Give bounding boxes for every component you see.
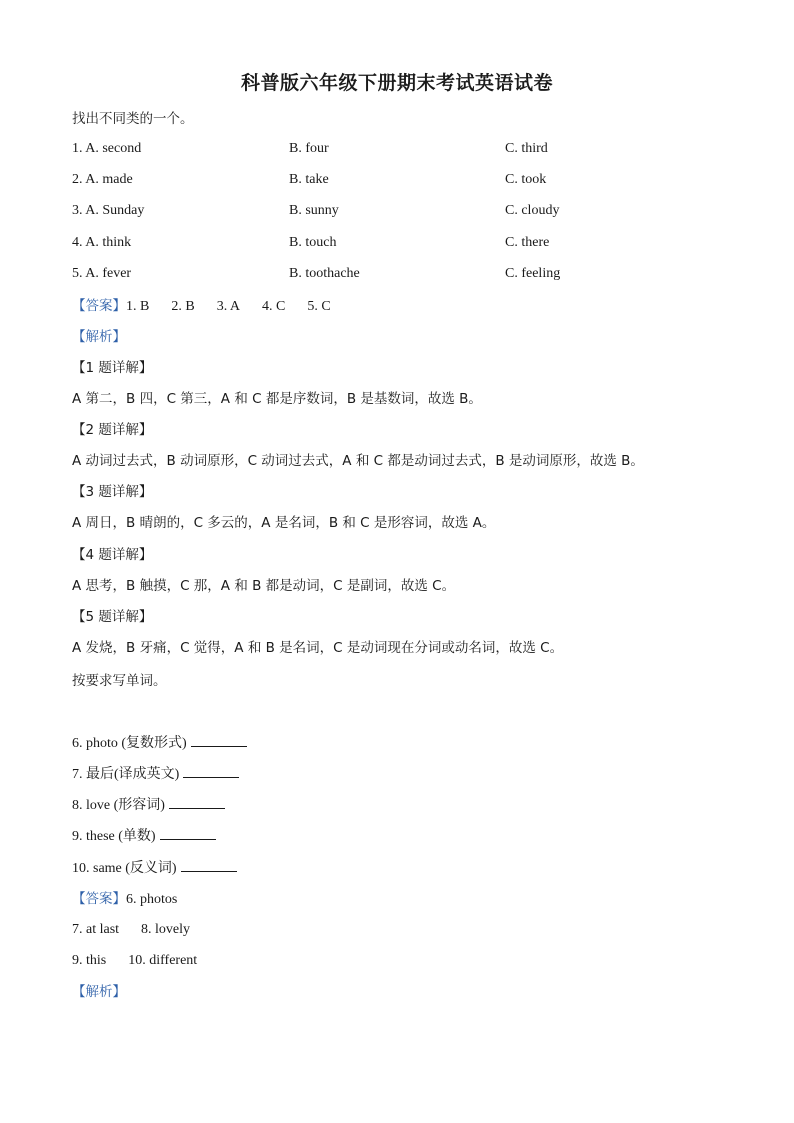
question-option-b: B. take [289, 172, 329, 187]
fill-question [72, 765, 239, 784]
question-option-c: C. there [505, 235, 550, 250]
fill-question-text: 9. these (单数) [72, 829, 156, 844]
answer-item: 2. B [171, 299, 195, 314]
question-option-b: B. touch [289, 235, 337, 250]
detail-text: A 发烧，B 牙痛，C 觉得，A 和 B 是名词，C 是动词现在分词或动名词，故选 C。 [72, 640, 564, 656]
answer-item: 1. B [126, 299, 150, 314]
question-option-a: 1. A. second [72, 141, 142, 156]
detail-heading: 【3 题详解】 [72, 484, 153, 500]
detail-heading: 【5 题详解】 [72, 609, 153, 625]
question-option-b: B. four [289, 141, 329, 156]
detail-text: A 思考，B 触摸，C 那，A 和 B 都是动词，C 是副词，故选 C。 [72, 578, 456, 594]
answer-item: 5. C [307, 299, 331, 314]
detail-heading: 【2 题详解】 [72, 422, 153, 438]
question-option-a: 3. A. Sunday [72, 203, 145, 218]
detail-heading: 【1 题详解】 [72, 360, 153, 376]
answer-item: 8. lovely [141, 922, 191, 937]
answer-item: 4. C [262, 299, 286, 314]
answer-item: 10. different [128, 953, 198, 968]
question-option-c: C. cloudy [505, 203, 560, 218]
question-option-a: 5. A. fever [72, 266, 132, 281]
question-option-b: B. toothache [289, 266, 360, 281]
answer-blank [181, 859, 237, 872]
answer-blank [160, 827, 216, 840]
detail-text: A 动词过去式，B 动词原形，C 动词过去式，A 和 C 都是动词过去式，B 是动词原形，故选 B。 [72, 453, 644, 469]
answer-item: 3. A [216, 299, 241, 314]
answer-blank [191, 734, 247, 747]
section1-instruction: 找出不同类的一个。 [72, 111, 194, 127]
answer-tag: 【答案】 [72, 298, 126, 314]
detail-text: A 周日，B 晴朗的，C 多云的，A 是名词，B 和 C 是形容词，故选 A。 [72, 515, 496, 531]
fill-question-text: 8. love (形容词) [72, 798, 165, 813]
answer-line [72, 952, 219, 970]
answer-tag: 【答案】 [72, 891, 126, 907]
question-option-c: C. took [505, 172, 547, 187]
answer-blank [169, 796, 225, 809]
fill-question [72, 859, 237, 878]
question-option-c: C. third [505, 141, 548, 156]
answer-line [72, 921, 212, 939]
section2-answer-line [72, 890, 177, 909]
question-row [72, 235, 732, 253]
fill-question-text: 7. 最后(译成英文) [72, 767, 180, 782]
fill-question [72, 827, 216, 846]
answer-item: 7. at last [72, 922, 120, 937]
analysis-tag: 【解析】 [72, 329, 126, 345]
analysis-tag: 【解析】 [72, 984, 126, 1000]
fill-question [72, 734, 247, 753]
question-option-c: C. feeling [505, 266, 561, 281]
question-option-a: 2. A. made [72, 172, 133, 187]
question-row [72, 266, 732, 284]
question-row [72, 203, 732, 221]
answer-item: 9. this [72, 953, 107, 968]
page-title: 科普版六年级下册期末考试英语试卷 [240, 72, 553, 94]
question-option-a: 4. A. think [72, 235, 132, 250]
answer-blank [183, 765, 239, 778]
question-row [72, 141, 732, 159]
answer-item: 6. photos [126, 892, 178, 907]
question-row [72, 172, 732, 190]
fill-question [72, 796, 225, 815]
detail-text: A 第二，B 四，C 第三，A 和 C 都是序数词，B 是基数词，故选 B。 [72, 391, 482, 407]
question-option-b: B. sunny [289, 203, 339, 218]
fill-question-text: 10. same (反义词) [72, 861, 177, 876]
section2-instruction: 按要求写单词。 [72, 673, 167, 689]
detail-heading: 【4 题详解】 [72, 547, 153, 563]
section1-answer-line [72, 297, 353, 316]
fill-question-text: 6. photo (复数形式) [72, 736, 187, 751]
